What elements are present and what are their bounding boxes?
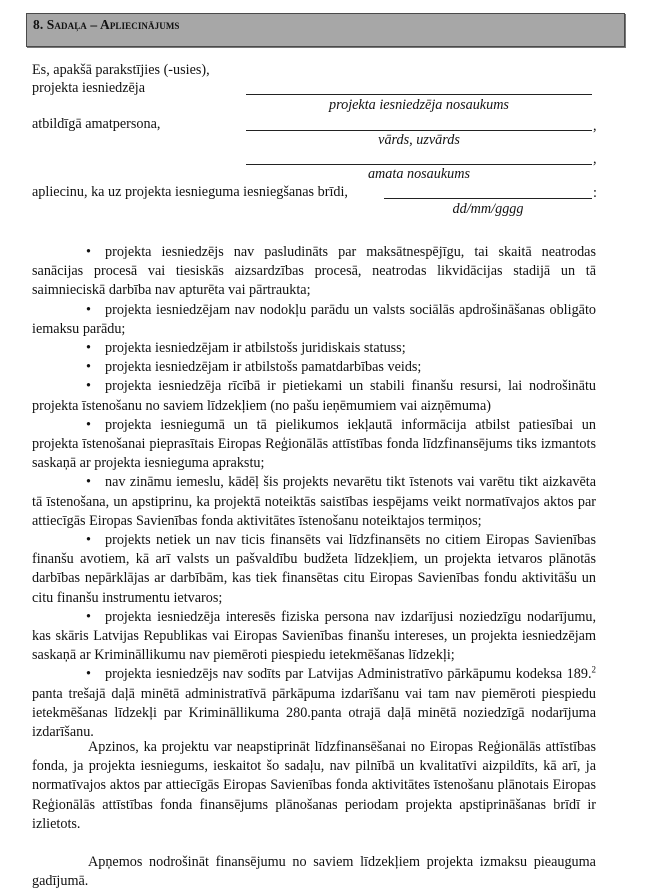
bullet-icon: • [86, 608, 91, 625]
official-label: atbildīgā amatpersona, [32, 116, 161, 132]
intro-line-2: projekta iesniedzēja [32, 80, 146, 96]
applicant-name-field[interactable] [246, 94, 592, 95]
section-header [26, 13, 625, 47]
list-item: • projekta iesniedzējs nav pasludināts par maksātnespējīgu, tai skaitā neatrodas sanācijas procesā vai tiesiskās aizsardzības procesā, neatrodas likvidācijas stadijā un tā saimnieciskā darbība nav apturēta vai pārtraukta; [32, 244, 596, 299]
full-name-suffix: , [593, 118, 597, 134]
list-item: • nav zināmu iemeslu, kādēļ šis projekts nevarētu tikt īstenots vai varētu tikt aizkavēta tā īstenošana, un apstiprinu, ka projektā noteiktās saistības iespējams veikt normatīvajos aktos par attiecīgās Eiropas Savienības fonda aktivitātes īstenošanu noteiktajos termiņos; [32, 474, 596, 529]
bullet-icon: • [86, 532, 91, 549]
position-suffix: , [593, 151, 597, 167]
commitment-paragraph: Apņemos nodrošināt finansējumu no saviem līdzekļiem projekta izmaksu pieauguma gadījumā. [32, 854, 596, 890]
list-item: • projekta iesniegumā un tā pielikumos iekļautā informācija atbilst patiesībai un projekta īstenošanai pieprasītais Eiropas Reģionālās attīstības fonda līdzfinansējums tiks izmantots saskaņā ar projekta iesnieguma aprakstu; [32, 416, 596, 472]
bullet-icon: • [86, 301, 91, 318]
list-item: • projekts netiek un nav ticis finansēts vai līdzfinansēts no citiem Eiropas Savienības finanšu avotiem, kā arī valsts un pašvaldību budžeta līdzekļiem, un projekta ietvaros plānotās darbības nepārklājas ar darbībām, kas tiek finansētas citu Eiropas Savienības fondu aktivitāšu un citu finanšu instrumentu ietvaros; [32, 532, 596, 606]
list-item: • projekta iesniedzēja rīcībā ir pietiekami un stabili finanšu resursi, lai nodrošinātu projekta īstenošanu no saviem līdzekļiem (no pašu ieņēmumiem vai aizņēmuma) [32, 378, 596, 414]
date-caption: dd/mm/gggg [452, 201, 524, 217]
list-item: • projekta iesniedzējam nav nodokļu parādu un valsts sociālās apdrošināšanas obligāto iemaksu parādu; [32, 301, 596, 337]
footnote-superscript: 2 [591, 664, 596, 675]
applicant-name-caption: projekta iesniedzēja nosaukums [329, 97, 509, 113]
bullet-icon: • [86, 340, 91, 357]
full-name-field[interactable] [246, 130, 592, 131]
position-field[interactable] [246, 164, 592, 165]
list-item: • projekta iesniedzējam ir atbilstošs juridiskais statuss; [32, 339, 596, 358]
bullet-icon: • [86, 416, 91, 433]
section-title: 8. Sadaļa – Apliecinājums [33, 17, 180, 32]
bullet-icon: • [86, 378, 91, 395]
bullet-icon: • [86, 474, 91, 491]
full-name-caption: vārds, uzvārds [378, 132, 460, 148]
list-item: • projekta iesniedzēja interesēs fiziska persona nav izdarījusi noziedzīgu nodarījumu, kas skāris Latvijas Republikas vai Eiropas Savienības finanšu intereses, un projekta iesniedzējam saskaņā ar Krimināllikumu nav piemēroti piespiedu ietekmēšanas līdzekļi; [32, 608, 596, 664]
date-field[interactable] [384, 198, 592, 199]
bullet-icon: • [86, 359, 91, 376]
acknowledgement-paragraph: Apzinos, ka projektu var neapstiprināt līdzfinansēšanai no Eiropas Reģionālās attīstības fonda, ja projekta iesniegums, ieskaitot šo sadaļu, nav pilnībā un kvalitatīvi aizpildīts, kā arī, ja normatīvajos aktos par attiecīgās Eiropas Savienības fonda aktivitātes īstenošanu plānotais Eiropas Reģionālās attīstības fonda finansējums plānošanas periodam projekta apstiprināšanas brīdī ir izlietots. [32, 739, 596, 832]
bullet-icon: • [86, 244, 91, 260]
date-suffix: : [593, 185, 597, 201]
closing-paragraphs [32, 738, 596, 891]
list-item: • projekta iesniedzējs nav sodīts par Latvijas Administratīvo pārkāpumu kodeksa 189.$^2$ panta trešajā daļā minētā administratīvā pārkāpuma izdarīšanu vai tam nav piemēroti piespiedu ietekmēšanas līdzekļi par Krimināllikuma 280.panta otrajā daļā minētā noziedzīgā nodarījuma izdarīšanu. [32, 664, 596, 741]
position-caption: amata nosaukums [367, 166, 471, 182]
date-label: apliecinu, ka uz projekta iesnieguma iesniegšanas brīdi, [32, 184, 348, 200]
bullet-icon: • [86, 666, 91, 683]
list-item: • projekta iesniedzējam ir atbilstošs pamatdarbības veids; [32, 358, 596, 377]
intro-line-1: Es, apakšā parakstījies (-usies), [32, 62, 210, 78]
declarations-list [32, 243, 596, 742]
